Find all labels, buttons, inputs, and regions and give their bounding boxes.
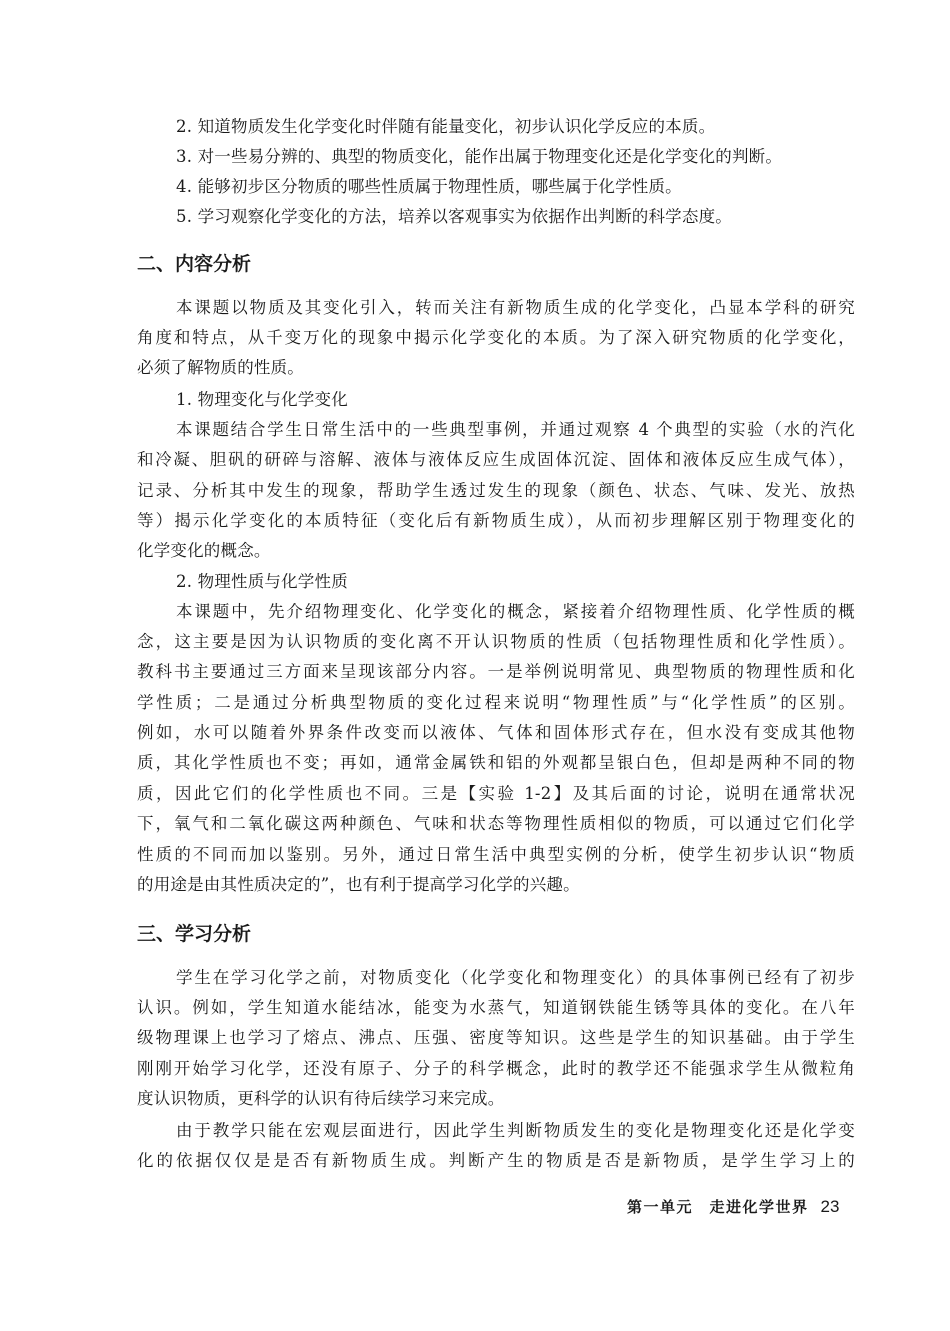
objective-4: 4. 能够初步区分物质的哪些性质属于物理性质，哪些属于化学性质。 bbox=[176, 177, 682, 196]
paragraph-line: 刚刚开始学习化学，还没有原子、分子的科学概念，此时的教学还不能强求学生从微粒角 bbox=[137, 1059, 855, 1078]
objective-2: 2. 知道物质发生化学变化时伴随有能量变化，初步认识化学反应的本质。 bbox=[176, 117, 716, 136]
paragraph-line: 性质的不同而加以鉴别。另外，通过日常生活中典型实例的分析，使学生初步认识“物质 bbox=[137, 845, 855, 864]
paragraph-line: 级物理课上也学习了熔点、沸点、压强、密度等知识。这些是学生的知识基础。由于学生 bbox=[137, 1028, 855, 1047]
paragraph-line: 例如，水可以随着外界条件改变而以液体、气体和固体形式存在，但水没有变成其他物 bbox=[137, 723, 855, 742]
paragraph-line: 化学变化的概念。 bbox=[137, 541, 271, 560]
paragraph-line: 学性质；二是通过分析典型物质的变化过程来说明“物理性质”与“化学性质”的区别。 bbox=[137, 693, 855, 712]
section-heading-learning-analysis: 三、学习分析 bbox=[137, 923, 252, 945]
subsection-title-physical-chemical-change: 1. 物理变化与化学变化 bbox=[176, 390, 348, 409]
paragraph-line: 学生在学习化学之前，对物质变化（化学变化和物理变化）的具体事例已经有了初步 bbox=[176, 968, 855, 987]
paragraph-line: 本课题结合学生日常生活中的一些典型事例，并通过观察 4 个典型的实验（水的汽化 bbox=[176, 420, 855, 439]
paragraph-line: 和冷凝、胆矾的研碎与溶解、液体与液体反应生成固体沉淀、固体和液体反应生成气体）， bbox=[137, 450, 855, 469]
paragraph-line: 本课题以物质及其变化引入，转而关注有新物质生成的化学变化，凸显本学科的研究 bbox=[176, 298, 855, 317]
paragraph-line: 化的依据仅仅是是否有新物质生成。判断产生的物质是否是新物质，是学生学习上的 bbox=[137, 1151, 855, 1170]
paragraph-line: 下，氧气和二氧化碳这两种颜色、气味和状态等物理性质相似的物质，可以通过它们化学 bbox=[137, 814, 855, 833]
objective-3: 3. 对一些易分辨的、典型的物质变化，能作出属于物理变化还是化学变化的判断。 bbox=[176, 147, 783, 166]
section-heading-content-analysis: 二、内容分析 bbox=[137, 253, 252, 275]
paragraph-line: 认识。例如，学生知道水能结冰，能变为水蒸气，知道钢铁能生锈等具体的变化。在八年 bbox=[137, 998, 855, 1017]
paragraph-line: 的用途是由其性质决定的”，也有利于提高学习化学的兴趣。 bbox=[137, 875, 580, 894]
subsection-title-physical-chemical-property: 2. 物理性质与化学性质 bbox=[176, 572, 348, 591]
page-footer bbox=[627, 1195, 839, 1219]
paragraph-line: 本课题中，先介绍物理变化、化学变化的概念，紧接着介绍物理性质、化学性质的概 bbox=[176, 602, 855, 621]
paragraph-line: 质，其化学性质也不变；再如，通常金属铁和铝的外观都呈银白色，但却是两种不同的物 bbox=[137, 753, 855, 772]
paragraph-line: 必须了解物质的性质。 bbox=[137, 358, 304, 377]
paragraph-line: 角度和特点，从千变万化的现象中揭示化学变化的本质。为了深入研究物质的化学变化， bbox=[137, 328, 855, 347]
paragraph-line: 等）揭示化学变化的本质特征（变化后有新物质生成），从而初步理解区别于物理变化的 bbox=[137, 511, 855, 530]
page-number: 23 bbox=[820, 1197, 840, 1216]
paragraph-line: 度认识物质，更科学的认识有待后续学习来完成。 bbox=[137, 1089, 505, 1108]
paragraph-line: 教科书主要通过三方面来呈现该部分内容。一是举例说明常见、典型物质的物理性质和化 bbox=[137, 662, 855, 681]
paragraph-line: 由于教学只能在宏观层面进行，因此学生判断物质发生的变化是物理变化还是化学变 bbox=[176, 1121, 855, 1140]
paragraph-line: 记录、分析其中发生的现象，帮助学生透过发生的现象（颜色、状态、气味、发光、放热 bbox=[137, 481, 855, 500]
running-footer-chapter: 第一单元 走进化学世界 bbox=[627, 1198, 809, 1216]
paragraph-line: 质，因此它们的化学性质也不同。三是【实验 1-2】及其后面的讨论，说明在通常状况 bbox=[137, 784, 855, 803]
objective-5: 5. 学习观察化学变化的方法，培养以客观事实为依据作出判断的科学态度。 bbox=[176, 207, 732, 226]
paragraph-line: 念，这主要是因为认识物质的变化离不开认识物质的性质（包括物理性质和化学性质）。 bbox=[137, 632, 855, 651]
